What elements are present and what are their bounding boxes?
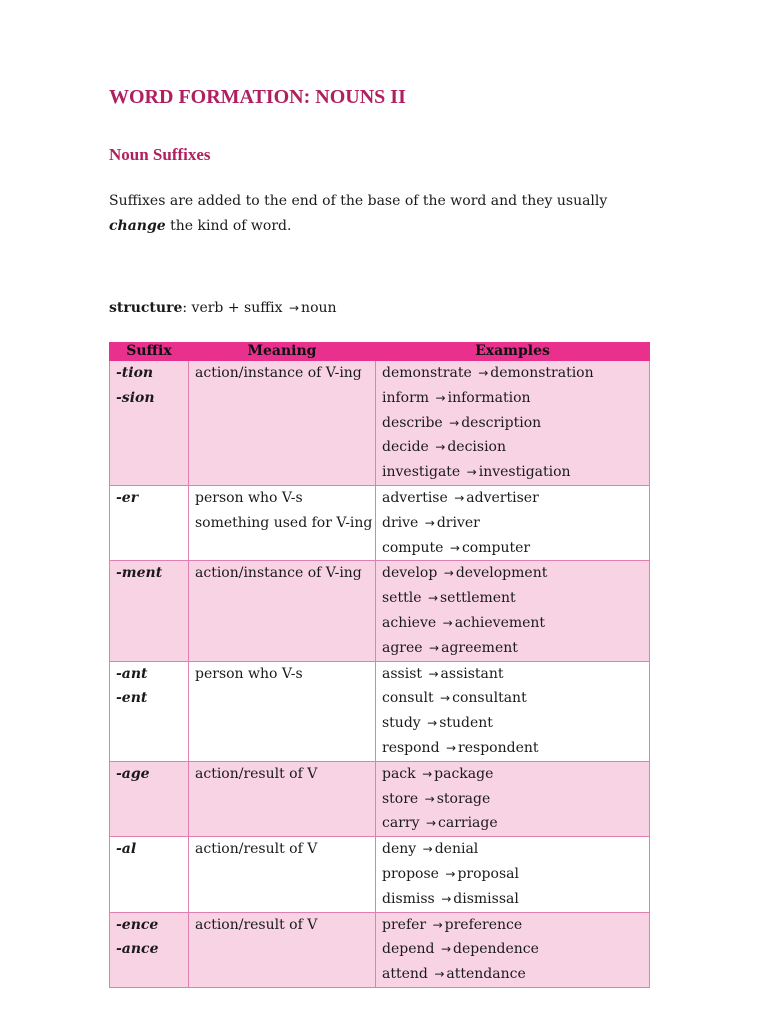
examples-cell <box>376 837 650 912</box>
example-item <box>382 561 643 586</box>
examples-cell <box>376 561 650 661</box>
examples-cell-lines <box>382 913 643 987</box>
example-noun-word: package <box>434 765 494 782</box>
suffix-cell-lines <box>116 762 182 787</box>
structure-label: structure <box>109 300 183 316</box>
suffix-label: -ant <box>116 665 148 682</box>
example-base-word: develop <box>382 565 438 582</box>
example-noun-word: student <box>439 715 493 732</box>
arrow-right-icon: → <box>440 942 451 957</box>
suffix-label: -age <box>116 765 150 782</box>
examples-cell-lines <box>382 486 643 560</box>
arrow-right-icon: → <box>427 591 438 606</box>
example-item <box>382 862 643 887</box>
meaning-cell <box>189 561 376 661</box>
example-base-word: deny <box>382 841 417 858</box>
meaning-cell <box>189 361 376 486</box>
example-item <box>382 411 643 436</box>
arrow-right-icon: → <box>422 842 433 857</box>
page-title: WORD FORMATION: NOUNS II <box>109 86 406 108</box>
arrow-right-icon: → <box>454 490 465 505</box>
suffix-label: -tion <box>116 365 154 381</box>
example-item <box>382 913 643 938</box>
example-base-word: assist <box>382 665 423 682</box>
example-item <box>382 611 643 636</box>
example-item <box>382 586 643 611</box>
suffix-label: -ent <box>116 690 148 707</box>
example-noun-word: development <box>455 565 548 582</box>
example-noun-word: consultant <box>452 690 527 707</box>
example-item <box>382 887 643 912</box>
example-base-word: study <box>382 715 421 732</box>
example-base-word: demonstrate <box>382 365 472 381</box>
meaning-cell <box>189 912 376 987</box>
intro-paragraph <box>109 189 654 239</box>
example-noun-word: carriage <box>438 815 498 832</box>
examples-cell-lines <box>382 361 643 485</box>
structure-colon: : <box>182 300 192 316</box>
examples-cell <box>376 761 650 836</box>
example-base-word: depend <box>382 941 435 958</box>
meaning-cell-lines <box>195 561 369 586</box>
example-noun-word: dismissal <box>453 890 519 907</box>
example-base-word: achieve <box>382 614 437 631</box>
example-item <box>382 636 643 661</box>
example-base-word: decide <box>382 439 429 456</box>
example-base-word: attend <box>382 966 428 983</box>
examples-cell <box>376 361 650 486</box>
examples-cell <box>376 485 650 560</box>
table-row <box>110 561 650 661</box>
table-row <box>110 661 650 761</box>
meaning-cell-lines <box>195 762 369 787</box>
example-item <box>382 460 643 485</box>
example-item <box>382 736 643 761</box>
examples-cell-lines <box>382 837 643 911</box>
example-item <box>382 711 643 736</box>
arrow-right-icon: → <box>449 540 460 555</box>
example-base-word: compute <box>382 539 444 556</box>
meaning-text: person who V-s <box>195 489 303 506</box>
suffix-cell <box>110 837 189 912</box>
example-noun-word: description <box>461 414 542 431</box>
arrow-right-icon: → <box>440 691 451 706</box>
example-noun-word: dependence <box>453 941 539 958</box>
meaning-cell-lines <box>195 837 369 862</box>
example-item <box>382 511 643 536</box>
example-item <box>382 435 643 460</box>
section-heading: Noun Suffixes <box>109 145 211 164</box>
structure-line <box>109 297 337 319</box>
meaning-text: person who V-s <box>195 665 303 682</box>
example-item <box>382 486 643 511</box>
example-base-word: pack <box>382 765 416 782</box>
example-base-word: inform <box>382 389 430 406</box>
meaning-cell-lines <box>195 486 373 536</box>
example-noun-word: preference <box>444 916 523 933</box>
example-noun-word: storage <box>436 790 491 807</box>
arrow-right-icon: → <box>424 515 435 530</box>
meaning-cell <box>189 485 376 560</box>
meaning-text: action/instance of V-ing <box>195 365 362 381</box>
intro-emphasis: change <box>109 218 166 234</box>
example-item <box>382 386 643 411</box>
example-base-word: drive <box>382 514 419 531</box>
example-item <box>382 762 643 787</box>
arrow-right-icon: → <box>422 766 433 781</box>
suffix-cell-lines <box>116 837 182 862</box>
meaning-cell <box>189 661 376 761</box>
arrow-right-icon: → <box>435 440 446 455</box>
examples-cell-lines <box>382 662 643 761</box>
example-noun-word: computer <box>461 539 531 556</box>
suffix-cell <box>110 561 189 661</box>
example-item <box>382 811 643 836</box>
example-noun-word: settlement <box>440 590 516 607</box>
suffix-cell <box>110 485 189 560</box>
example-base-word: describe <box>382 414 443 431</box>
suffix-table <box>109 342 650 988</box>
header-suffix: Suffix <box>110 343 189 361</box>
example-item <box>382 686 643 711</box>
structure-formula-verb: verb + suffix <box>191 300 283 316</box>
arrow-right-icon: → <box>478 366 489 380</box>
example-item <box>382 937 643 962</box>
arrow-right-icon: → <box>429 640 440 655</box>
examples-cell <box>376 912 650 987</box>
suffix-cell-lines <box>116 913 182 963</box>
arrow-right-icon: → <box>432 917 443 932</box>
table-row <box>110 912 650 987</box>
suffix-label: -ance <box>116 941 159 958</box>
intro-text-end: the kind of word. <box>165 218 292 234</box>
examples-cell-lines <box>382 561 643 660</box>
arrow-right-icon: → <box>441 891 452 906</box>
example-noun-word: agreement <box>441 639 518 656</box>
example-noun-word: demonstration <box>490 365 594 381</box>
suffix-cell <box>110 361 189 486</box>
example-base-word: carry <box>382 815 420 832</box>
suffix-cell-lines <box>116 662 182 712</box>
example-base-word: settle <box>382 590 422 607</box>
arrow-right-icon: → <box>428 666 439 681</box>
meaning-cell <box>189 761 376 836</box>
example-item <box>382 536 643 561</box>
header-meaning: Meaning <box>189 343 376 361</box>
arrow-right-icon: → <box>443 566 454 581</box>
example-base-word: dismiss <box>382 890 435 907</box>
example-noun-word: information <box>447 389 531 406</box>
table-row <box>110 761 650 836</box>
example-item <box>382 787 643 812</box>
suffix-cell <box>110 761 189 836</box>
example-noun-word: denial <box>434 841 479 858</box>
example-base-word: advertise <box>382 489 448 506</box>
example-base-word: prefer <box>382 916 427 933</box>
meaning-text: action/result of V <box>195 916 318 933</box>
arrow-right-icon: → <box>288 301 300 315</box>
table-row <box>110 837 650 912</box>
suffix-label: -er <box>116 489 139 506</box>
example-base-word: store <box>382 790 419 807</box>
example-noun-word: driver <box>436 514 480 531</box>
meaning-text: something used for V-ing <box>195 514 373 531</box>
example-item <box>382 361 643 386</box>
suffix-label: -ment <box>116 565 163 582</box>
examples-cell-lines <box>382 762 643 836</box>
suffix-cell-lines <box>116 486 182 511</box>
meaning-text: action/instance of V-ing <box>195 565 362 582</box>
example-noun-word: attendance <box>446 966 526 983</box>
table-row <box>110 361 650 486</box>
structure-formula-noun: noun <box>301 300 337 316</box>
intro-text-start: Suffixes are added to the end of the base of the word and they usually <box>109 193 608 209</box>
example-noun-word: proposal <box>457 865 519 882</box>
examples-cell <box>376 661 650 761</box>
table-body <box>110 361 650 988</box>
suffix-cell <box>110 661 189 761</box>
suffix-cell-lines <box>116 361 182 411</box>
example-item <box>382 962 643 987</box>
arrow-right-icon: → <box>449 415 460 430</box>
example-base-word: respond <box>382 739 440 756</box>
meaning-text: action/result of V <box>195 765 318 782</box>
arrow-right-icon: → <box>424 791 435 806</box>
meaning-cell-lines <box>195 662 369 687</box>
arrow-right-icon: → <box>425 816 436 831</box>
example-noun-word: assistant <box>440 665 504 682</box>
meaning-cell-lines <box>195 361 369 386</box>
example-noun-word: advertiser <box>466 489 539 506</box>
meaning-cell <box>189 837 376 912</box>
example-base-word: agree <box>382 639 423 656</box>
suffix-cell-lines <box>116 561 182 586</box>
example-base-word: propose <box>382 865 439 882</box>
suffix-label: -al <box>116 841 137 858</box>
arrow-right-icon: → <box>442 615 453 630</box>
suffix-cell <box>110 912 189 987</box>
example-noun-word: decision <box>447 439 507 456</box>
meaning-cell-lines <box>195 913 369 938</box>
meaning-text: action/result of V <box>195 841 318 858</box>
example-item <box>382 837 643 862</box>
example-base-word: consult <box>382 690 434 707</box>
example-base-word: investigate <box>382 464 461 481</box>
arrow-right-icon: → <box>445 740 457 755</box>
table-header-row <box>110 343 650 361</box>
example-noun-word: investigation <box>478 464 571 481</box>
suffix-label: -sion <box>116 389 155 406</box>
example-noun-word: achievement <box>454 614 546 631</box>
header-examples: Examples <box>376 343 650 361</box>
table-row <box>110 485 650 560</box>
arrow-right-icon: → <box>427 716 438 731</box>
arrow-right-icon: → <box>434 967 445 982</box>
suffix-label: -ence <box>116 916 159 933</box>
arrow-right-icon: → <box>445 866 456 881</box>
example-noun-word: respondent <box>458 739 539 756</box>
example-item <box>382 662 643 687</box>
arrow-right-icon: → <box>435 390 446 405</box>
arrow-right-icon: → <box>466 465 477 480</box>
